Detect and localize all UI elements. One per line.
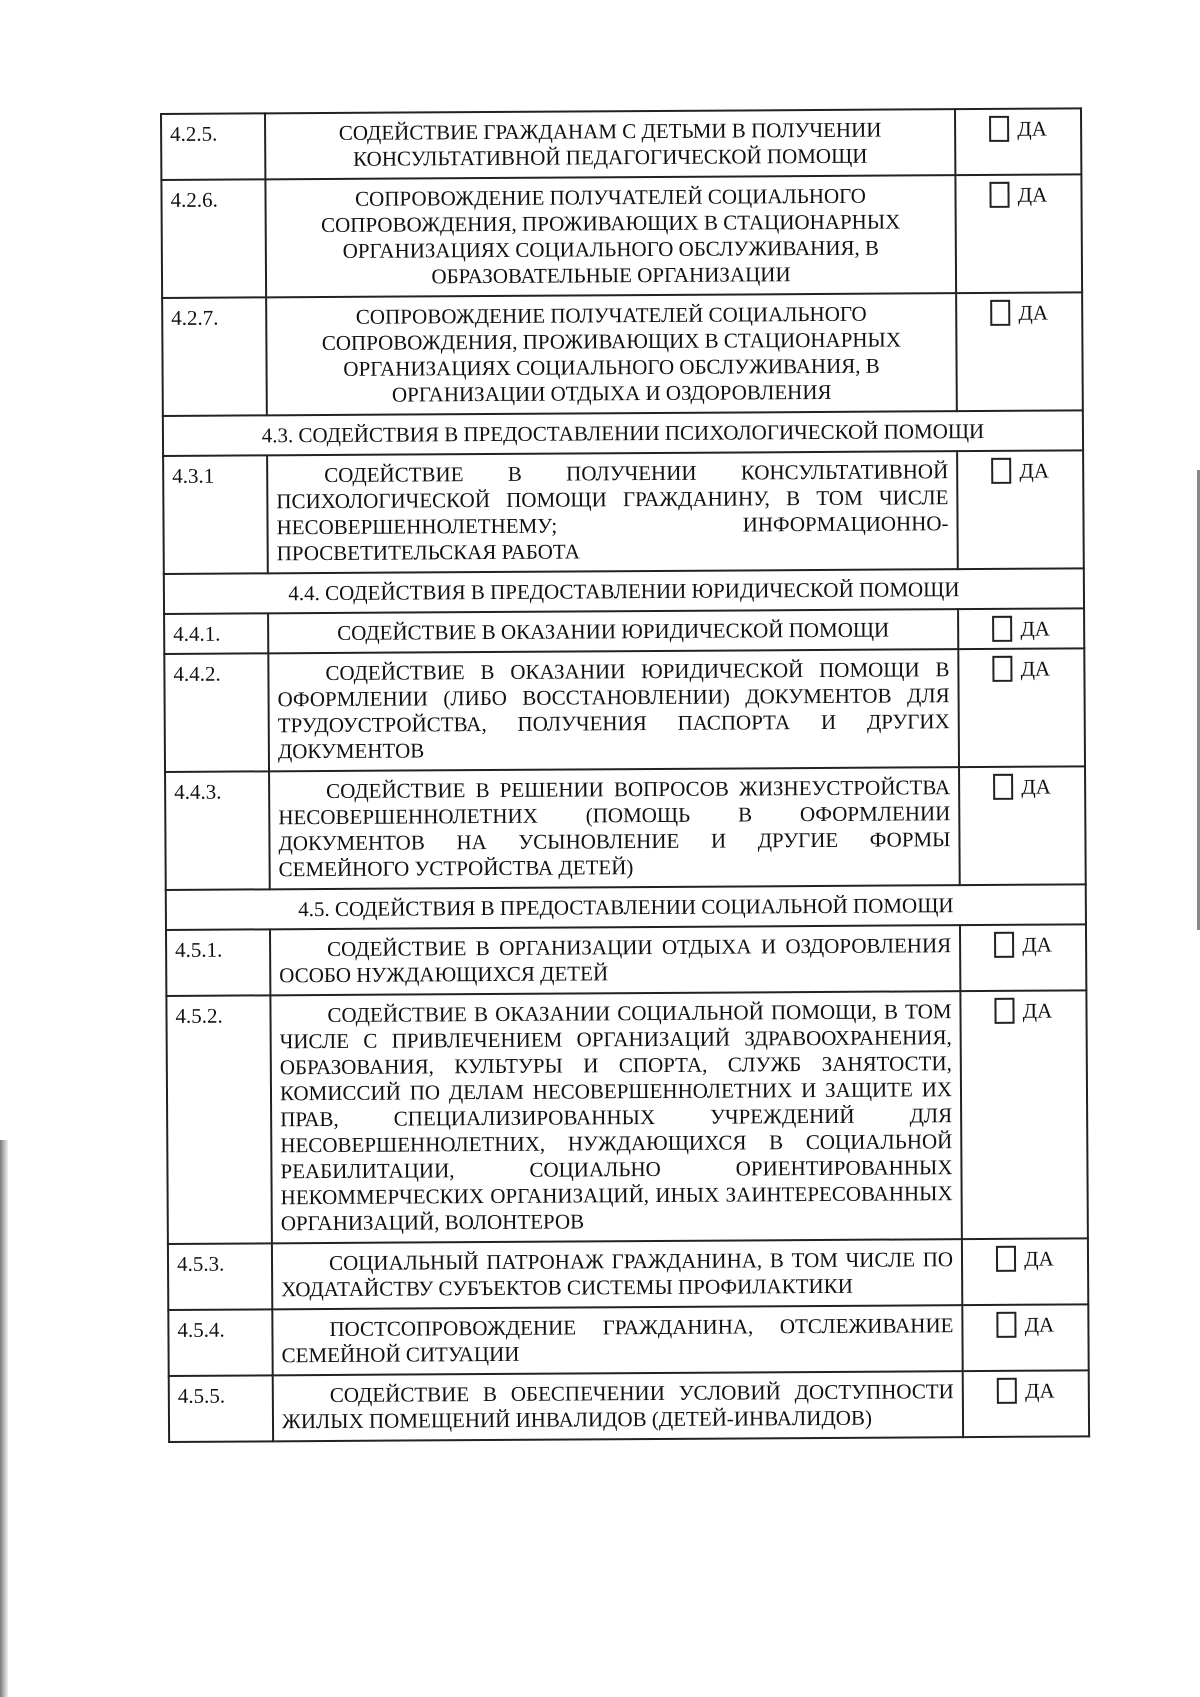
service-row [161, 174, 1082, 298]
yes-label: ДА [1018, 300, 1049, 325]
service-row [164, 608, 1084, 654]
service-number: 4.2.5. [161, 113, 265, 180]
service-description: СОДЕЙСТВИЕ В ОКАЗАНИИ ЮРИДИЧЕСКОЙ ПОМОЩИ В ОФОРМЛЕНИИ (ЛИБО ВОССТАНОВЛЕНИИ) ДОКУМЕНТОВ ДЛЯ ТРУДОУСТРОЙСТВА, ПОЛУЧЕНИЯ ПАСПОРТА И ДРУГИХ ДОКУМЕНТОВ [268, 649, 959, 771]
yes-checkbox[interactable] [990, 182, 1010, 208]
answer-cell [958, 648, 1085, 767]
answer-cell [959, 766, 1086, 885]
answer-cell [955, 174, 1082, 293]
answer-option [969, 997, 1077, 1024]
yes-label: ДА [1022, 998, 1053, 1023]
section-title: 4.4. СОДЕЙСТВИЯ В ПРЕДОСТАВЛЕНИИ ЮРИДИЧЕСКОЙ ПОМОЩИ [164, 568, 1084, 614]
answer-option [971, 1311, 1079, 1338]
answer-cell [957, 450, 1084, 569]
section-header-row [166, 884, 1086, 930]
answer-cell [960, 924, 1086, 991]
answer-option [964, 181, 1072, 208]
document-sheet [160, 107, 1088, 1443]
service-description: СОДЕЙСТВИЕ В ОРГАНИЗАЦИИ ОТДЫХА И ОЗДОРОВЛЕНИЯ ОСОБО НУЖДАЮЩИХСЯ ДЕТЕЙ [270, 925, 960, 995]
answer-cell [955, 108, 1081, 175]
answer-option [965, 299, 1073, 326]
yes-label: ДА [1020, 656, 1051, 681]
service-row [162, 292, 1083, 416]
yes-checkbox[interactable] [989, 116, 1009, 142]
service-description: СОДЕЙСТВИЕ В ОКАЗАНИИ СОЦИАЛЬНОЙ ПОМОЩИ, В ТОМ ЧИСЛЕ С ПРИВЛЕЧЕНИЕМ ОРГАНИЗАЦИЙ ЗДРАВООХРАНЕНИЯ, ОБРАЗОВАНИЯ, КУЛЬТУРЫ И СПОРТА, СЛУЖБ ЗАНЯТОСТИ, КОМИССИЙ ПО ДЕЛАМ НЕСОВЕРШЕННОЛЕТНИХ И ЗАЩИТЕ ИХ ПРАВ, СПЕЦИАЛИЗИРОВАННЫХ УЧРЕЖДЕНИЙ ДЛЯ НЕСОВЕРШЕННОЛЕТНИХ, НУЖДАЮЩИХСЯ В СОЦИАЛЬНОЙ РЕАБИЛИТАЦИИ, СОЦИАЛЬНО ОРИЕНТИРОВАННЫХ НЕКОММЕРЧЕСКИХ ОРГАНИЗАЦИЙ, ИНЫХ ЗАИНТЕРЕСОВАННЫХ ОРГАНИЗАЦИЙ, ВОЛОНТЕРОВ [270, 991, 962, 1243]
yes-checkbox[interactable] [994, 932, 1014, 958]
yes-label: ДА [1017, 116, 1047, 141]
service-row [163, 450, 1084, 574]
yes-label: ДА [1024, 1312, 1055, 1337]
yes-checkbox[interactable] [990, 300, 1010, 326]
service-row [169, 1370, 1089, 1442]
service-description: СОДЕЙСТВИЕ ГРАЖДАНАМ С ДЕТЬМИ В ПОЛУЧЕНИИ КОНСУЛЬТАТИВНОЙ ПЕДАГОГИЧЕСКОЙ ПОМОЩИ [265, 109, 955, 179]
section-title: 4.3. СОДЕЙСТВИЯ В ПРЕДОСТАВЛЕНИИ ПСИХОЛОГИЧЕСКОЙ ПОМОЩИ [163, 410, 1083, 456]
answer-cell [958, 608, 1084, 649]
service-number: 4.5.4. [168, 1309, 272, 1376]
service-description: СОДЕЙСТВИЕ В ПОЛУЧЕНИИ КОНСУЛЬТАТИВНОЙ ПСИХОЛОГИЧЕСКОЙ ПОМОЩИ ГРАЖДАНИНУ, В ТОМ ЧИСЛЕ НЕСОВЕРШЕННОЛЕТНЕМУ; ИНФОРМАЦИОННО-ПРОСВЕТИТЕЛЬСКАЯ РАБОТА [267, 451, 958, 573]
yes-label: ДА [1024, 1246, 1054, 1271]
answer-option [966, 457, 1074, 484]
answer-cell [963, 1370, 1089, 1437]
section-header-row [163, 410, 1083, 456]
scan-edge-shadow [0, 1140, 8, 1697]
answer-option [968, 773, 1076, 800]
service-number: 4.5.5. [169, 1375, 273, 1442]
service-number: 4.4.1. [164, 613, 268, 654]
answer-option [971, 1245, 1079, 1272]
yes-label: ДА [1021, 774, 1051, 799]
service-number: 4.5.2. [166, 995, 272, 1244]
yes-checkbox[interactable] [995, 998, 1015, 1024]
answer-option [967, 655, 1075, 682]
service-number: 4.2.7. [162, 297, 267, 416]
section-title: 4.5. СОДЕЙСТВИЯ В ПРЕДОСТАВЛЕНИИ СОЦИАЛЬНОЙ ПОМОЩИ [166, 884, 1086, 930]
service-row [166, 924, 1086, 996]
services-table-body [161, 108, 1089, 1442]
answer-option [972, 1377, 1080, 1404]
yes-label: ДА [1017, 182, 1048, 207]
service-description: СОПРОВОЖДЕНИЕ ПОЛУЧАТЕЛЕЙ СОЦИАЛЬНОГО СОПРОВОЖДЕНИЯ, ПРОЖИВАЮЩИХ В СТАЦИОНАРНЫХ ОРГАНИЗАЦИЯХ СОЦИАЛЬНОГО ОБСЛУЖИВАНИЯ, В ОРГАНИЗАЦИИ ОТДЫХА И ОЗДОРОВЛЕНИЯ [266, 293, 957, 415]
answer-cell [962, 1304, 1088, 1371]
yes-label: ДА [1024, 1378, 1055, 1403]
yes-label: ДА [1019, 458, 1050, 483]
service-number: 4.2.6. [161, 179, 266, 298]
service-description: СОПРОВОЖДЕНИЕ ПОЛУЧАТЕЛЕЙ СОЦИАЛЬНОГО СОПРОВОЖДЕНИЯ, ПРОЖИВАЮЩИХ В СТАЦИОНАРНЫХ ОРГАНИЗАЦИЯХ СОЦИАЛЬНОГО ОБСЛУЖИВАНИЯ, В ОБРАЗОВАТЕЛЬНЫЕ ОРГАНИЗАЦИИ [265, 175, 956, 297]
service-row [161, 108, 1081, 180]
yes-checkbox[interactable] [993, 774, 1013, 800]
service-number: 4.4.2. [164, 653, 269, 772]
yes-label: ДА [1022, 932, 1052, 957]
service-number: 4.5.3. [168, 1243, 272, 1310]
service-row [168, 1238, 1088, 1310]
answer-cell [960, 990, 1088, 1239]
service-row [166, 990, 1087, 1244]
answer-cell [962, 1238, 1088, 1305]
service-number: 4.5.1. [166, 929, 270, 996]
service-description: СОДЕЙСТВИЕ В ОБЕСПЕЧЕНИИ УСЛОВИЙ ДОСТУПНОСТИ ЖИЛЫХ ПОМЕЩЕНИЙ ИНВАЛИДОВ (ДЕТЕЙ-ИНВАЛИДОВ) [273, 1371, 963, 1441]
service-row [168, 1304, 1088, 1376]
yes-checkbox[interactable] [991, 458, 1011, 484]
yes-checkbox[interactable] [992, 616, 1012, 642]
yes-label: ДА [1020, 616, 1050, 641]
service-description: ПОСТСОПРОВОЖДЕНИЕ ГРАЖДАНИНА, ОТСЛЕЖИВАНИЕ СЕМЕЙНОЙ СИТУАЦИИ [272, 1305, 962, 1375]
services-table [160, 107, 1090, 1443]
yes-checkbox[interactable] [997, 1378, 1017, 1404]
service-number: 4.3.1 [163, 455, 268, 574]
answer-option [964, 115, 1072, 142]
yes-checkbox[interactable] [993, 656, 1013, 682]
service-description: СОДЕЙСТВИЕ В ОКАЗАНИИ ЮРИДИЧЕСКОЙ ПОМОЩИ [268, 609, 958, 653]
service-row [165, 766, 1086, 890]
answer-option [969, 931, 1077, 958]
service-number: 4.4.3. [165, 771, 270, 890]
answer-option [967, 615, 1075, 642]
yes-checkbox[interactable] [996, 1246, 1016, 1272]
answer-cell [956, 292, 1083, 411]
yes-checkbox[interactable] [997, 1312, 1017, 1338]
service-row [164, 648, 1085, 772]
section-header-row [164, 568, 1084, 614]
service-description: СОДЕЙСТВИЕ В РЕШЕНИИ ВОПРОСОВ ЖИЗНЕУСТРОЙСТВА НЕСОВЕРШЕННОЛЕТНИХ (ПОМОЩЬ В ОФОРМЛЕНИИ ДОКУМЕНТОВ НА УСЫНОВЛЕНИЕ И ДРУГИЕ ФОРМЫ СЕМЕЙНОГО УСТРОЙСТВА ДЕТЕЙ) [269, 767, 960, 889]
service-description: СОЦИАЛЬНЫЙ ПАТРОНАЖ ГРАЖДАНИНА, В ТОМ ЧИСЛЕ ПО ХОДАТАЙСТВУ СУБЪЕКТОВ СИСТЕМЫ ПРОФИЛАКТИКИ [272, 1239, 962, 1309]
